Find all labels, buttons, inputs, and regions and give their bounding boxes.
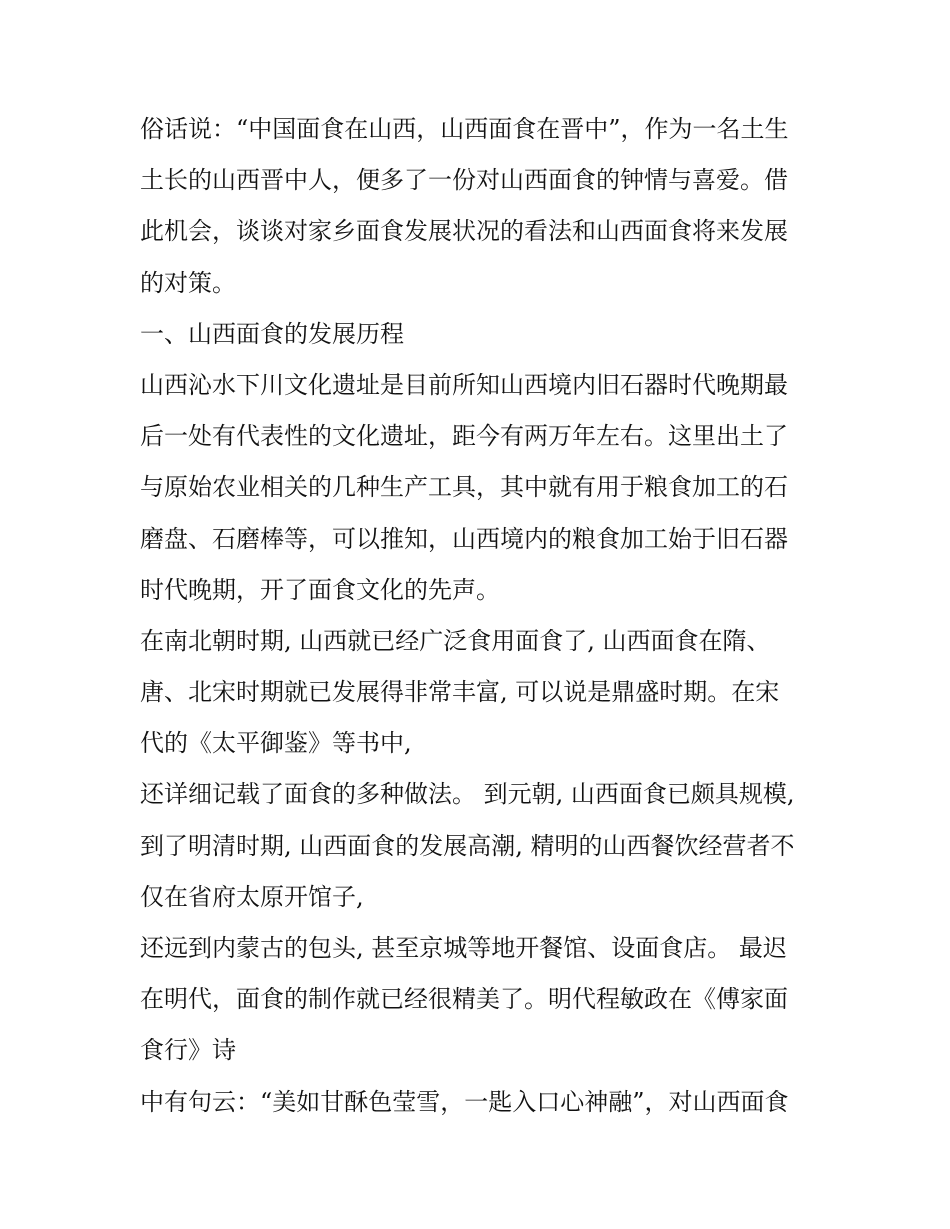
text-line: 与原始农业相关的几种生产工具，其中就有用于粮食加工的石 <box>140 473 788 502</box>
text-line: 仅在省府太原开馆子, <box>140 882 364 911</box>
text-line: 时代晚期，开了面食文化的先声。 <box>140 575 500 604</box>
text-line: 中有句云：“美如甘酥色莹雪，一匙入口心神融”，对山西面食 <box>140 1087 789 1116</box>
text-line: 唐、北宋时期就已发展得非常丰富, 可以说是鼎盛时期。在宋 <box>140 678 780 707</box>
text-line: 此机会，谈谈对家乡面食发展状况的看法和山西面食将来发展 <box>140 217 788 246</box>
text-line: 代的《太平御鉴》等书中, <box>140 729 412 758</box>
text-line: 山西沁水下川文化遗址是目前所知山西境内旧石器时代晚期最 <box>140 370 788 399</box>
text-line: 还远到内蒙古的包头, 甚至京城等地开餐馆、设面食店。 最迟 <box>140 934 787 962</box>
text-line: 到了明清时期, 山西面食的发展高潮, 精明的山西餐饮经营者不 <box>140 831 795 860</box>
text-line: 俗话说：“中国面食在山西，山西面食在晋中”，作为一名土生 <box>140 115 789 143</box>
section-heading: 一、山西面食的发展历程 <box>140 319 404 348</box>
document-body <box>140 104 820 1128</box>
text-line: 后一处有代表性的文化遗址，距今有两万年左右。这里出土了 <box>140 422 788 451</box>
text-line: 在南北朝时期, 山西就已经广泛食用面食了, 山西面食在隋、 <box>140 626 771 655</box>
text-line: 食行》诗 <box>140 1036 236 1065</box>
text-line: 土长的山西晋中人，便多了一份对山西面食的钟情与喜爱。借 <box>140 166 788 195</box>
text-line: 的对策。 <box>140 268 236 297</box>
text-line: 磨盘、石磨棒等，可以推知，山西境内的粮食加工始于旧石器 <box>140 524 788 553</box>
text-line: 在明代，面食的制作就已经很精美了。明代程敏政在《傅家面 <box>140 985 788 1014</box>
text-line: 还详细记载了面食的多种做法。 到元朝, 山西面食已颇具规模, <box>140 780 795 809</box>
